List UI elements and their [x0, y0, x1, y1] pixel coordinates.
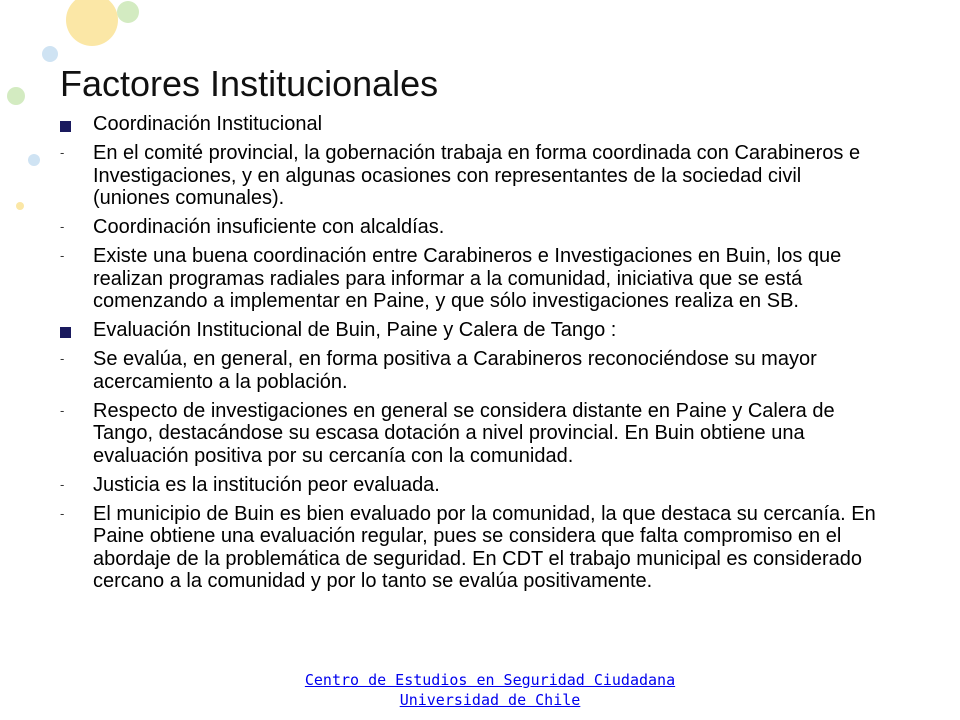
deco-circle-green-top [117, 1, 139, 23]
deco-circle-yellow-left [16, 202, 24, 210]
deco-circle-green-left [7, 87, 25, 105]
dash-bullet-icon: - [60, 219, 65, 234]
dash-bullet-icon: - [60, 351, 65, 366]
square-bullet-icon [60, 327, 71, 338]
slide-title: Factores Institucionales [60, 63, 439, 104]
dash-item [60, 348, 880, 393]
dash-item [60, 474, 880, 497]
dash-item [60, 503, 880, 593]
footer-link-center[interactable]: Centro de Estudios en Seguridad Ciudadana [304, 671, 676, 689]
deco-circle-blue-small [42, 46, 58, 62]
dash-bullet-icon: - [60, 248, 65, 263]
slide-body [60, 113, 880, 599]
item-text: Evaluación Institucional de Buin, Paine y Calera de Tango : [93, 319, 617, 341]
item-text: Existe una buena coordinación entre Carabineros e Investigaciones en Buin, los que realizan programas radiales para informar a la comunidad, iniciativa que se está comenzando a implementar en Paine, y que sólo investigaciones realiza en SB. [93, 245, 842, 312]
deco-circle-blue-left [28, 154, 40, 166]
item-text: Respecto de investigaciones en general se considera distante en Paine y Calera de Tango, destacándose su escasa dotación a nivel provincial. En Buin obtiene una evaluación positiva por su cercanía con la comunidad. [93, 399, 835, 467]
square-bullet-icon [60, 121, 71, 132]
dash-bullet-icon: - [60, 476, 65, 492]
dash-bullet-icon: - [60, 505, 65, 521]
dash-item [60, 245, 880, 313]
dash-item [60, 142, 880, 210]
dash-item [60, 400, 880, 468]
bullet-item [60, 319, 880, 342]
item-text: Coordinación Institucional [93, 113, 323, 135]
item-text: En el comité provincial, la gobernación trabaja en forma coordinada con Carabineros e Investigaciones, y en algunas ocasiones con representantes de la sociedad civil (uniones comunales). [93, 142, 861, 209]
dash-bullet-icon: - [60, 145, 65, 160]
bullet-item [60, 113, 880, 136]
footer [0, 670, 960, 710]
dash-bullet-icon: - [60, 402, 65, 418]
item-text: Coordinación insuficiente con alcaldías. [93, 216, 445, 238]
deco-circle-yellow-large [66, 0, 118, 46]
item-text: Se evalúa, en general, en forma positiva a Carabineros reconociéndose su mayor acercamiento a la población. [93, 348, 817, 393]
item-text: El municipio de Buin es bien evaluado por la comunidad, la que destaca su cercanía. En Paine obtiene una evaluación regular, pues se considera que falta compromiso en el abordaje de la problemática de seguridad. En CDT el trabajo municipal es considerado cercano a la comunidad y por lo tanto se evalúa positivamente. [93, 502, 876, 592]
item-text: Justicia es la institución peor evaluada. [93, 473, 440, 496]
footer-link-university[interactable]: Universidad de Chile [399, 691, 581, 709]
dash-item [60, 216, 880, 239]
